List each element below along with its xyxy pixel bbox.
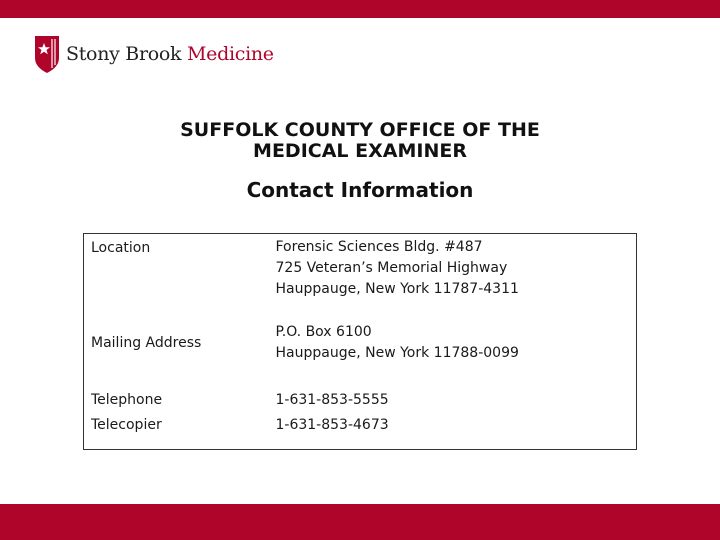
telecopier-label: Telecopier <box>91 416 162 433</box>
row-label: Location <box>91 240 151 256</box>
table-row-mailing-address <box>84 322 637 382</box>
row-value-cell <box>276 382 637 450</box>
shield-star-icon <box>34 34 60 74</box>
telephone-number: 1-631-853-5555 <box>275 391 389 408</box>
table-row-location <box>84 234 637 322</box>
row-label-cell <box>84 234 276 322</box>
row-value-cell <box>276 234 637 322</box>
mailing-city: Hauppauge, New York 11788-0099 <box>275 344 519 361</box>
page-title <box>0 120 720 162</box>
logo-text-medicine: Medicine <box>187 43 274 65</box>
row-label-cell <box>84 382 276 450</box>
row-label-cell <box>84 322 276 382</box>
top-accent-bar <box>0 0 720 18</box>
location-building: Forensic Sciences Bldg. #487 <box>275 239 483 255</box>
logo-wordmark <box>66 43 274 65</box>
row-value-cell <box>276 322 637 382</box>
mailing-po-box: P.O. Box 6100 <box>275 323 372 340</box>
row-label: Mailing Address <box>91 334 202 351</box>
bottom-accent-bar <box>0 504 720 540</box>
contact-table <box>83 233 637 450</box>
telecopier-number: 1-631-853-4673 <box>275 416 389 433</box>
stony-brook-medicine-logo <box>34 34 274 74</box>
page-title-line-1: SUFFOLK COUNTY OFFICE OF THE <box>180 119 540 141</box>
location-street: 725 Veteran’s Memorial Highway <box>275 260 508 276</box>
location-city: Hauppauge, New York 11787-4311 <box>275 281 519 297</box>
section-heading: Contact Information <box>246 178 474 202</box>
table-row-phone <box>84 382 637 450</box>
telephone-label: Telephone <box>91 391 163 408</box>
page-title-line-2: MEDICAL EXAMINER <box>253 140 467 162</box>
logo-text-stony-brook: Stony Brook <box>66 43 182 65</box>
